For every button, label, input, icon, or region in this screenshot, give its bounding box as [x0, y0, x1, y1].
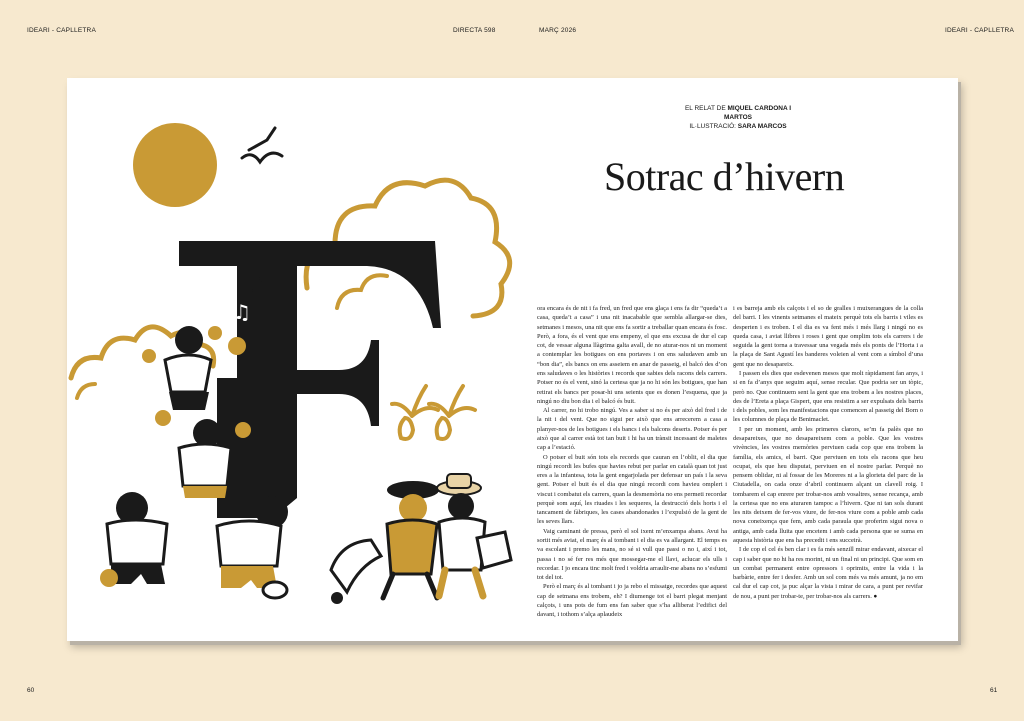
paragraph: I per un moment, amb les primeres clarors, se’m fa palès que no desapareixes, que no desapareixem com a poble. Que les vostres vivències, les vostres memòries perviuen cada cop que ens trobem la família, els amics, el barri. Que perviuen en tots els racons que heu ocupat, els que heu disputat, perviuen en el nostre parlar. Perquè no pensem oblidar, ni al fossar de les Moreres ni a la glorieta del parc de la Ciutadella, on cada onze d’abril continuem alçant un clavell roig. I tombarem el cap enrere per trobar-nos amb vosaltres, sense recança, amb la certesa que no ens aturaren tampoc a l’hivern. Que ni tan sols durant les nits deixem de fer-vos viure, de fer-nos viure com a poble amb cada nova coneixença que fem, amb cada paraula que proferim sigui nova o antiga, amb cada lluita que encetem i amb cada persona que se suma en aquesta història que ens ha precedit i ens succeirà. [733, 425, 923, 545]
running-header-right: IDEARI - CAPLLETRA [945, 27, 1014, 34]
music-note-icon: ♫ [233, 300, 251, 324]
music-note-icon: ♪ [250, 273, 265, 298]
sun-icon [133, 123, 217, 207]
paragraph: I de cop el cel és ben clar i es fa més senzill mirar endavant, aixecar el cap i saber que no hi ha res morint, ni un final ni un principi. Que som en un combat permanent entre opressors i oprimits, entre la vida i la barbàrie, entre fer i desfer. Amb un sol com més va més amunt, ja no em cal dur el cap cot, ja puc alçar la vista i mirar de cara, a punt per revifar de nou, a punt per trobar-te, per trobar-nos als carrers. ● [733, 546, 923, 600]
page-number-left: 60 [27, 687, 35, 694]
article-column-2 [733, 304, 923, 601]
paragraph: Al carrer, no hi trobo ningú. Ves a saber si no és per això del fred i de la nit i del vent. Que no sigui per això que ens arrecerem a casa a planyer-nos de les botigues i els bancs i els balcons deserts. Potser és per això que al carrer està tot tan buit i hi ha un trànsit incessant de maletes cap a l’estació. [537, 407, 727, 452]
bird-icon [242, 153, 282, 162]
illustrator-prefix: IL·LUSTRACIÓ: [689, 123, 738, 130]
running-header-left: IDEARI - CAPLLETRA [27, 27, 96, 34]
author-prefix: EL RELAT DE [684, 105, 728, 112]
paragraph: i es barreja amb els calçots i el so de gralles i muixerangues de la colla del barri. I les vinents setmanes el mateix perquè tots els barris i viles es desperten i es troben. I el dia es va fent més i més llarg i ningú no es queda casa, i aviat llibres i roses i gent que omplim tots els carrers i de seguida la gent torna a travessar una vegada més els ponts de l’Horta i a la plaça de Sant Agustí les banderes voleien al vent com a símbol d’una gent que no desapareix. [733, 305, 923, 368]
article-credits [683, 104, 793, 131]
bird-icon [249, 128, 275, 150]
issue-number: DIRECTA 598 [453, 27, 496, 34]
article-title: Sotrac d’hivern [604, 153, 845, 199]
paragraph: Vaig caminant de pressa, però el sol ixent m’enxampa abans. Avui ha sortit més aviat, el març és al tombant i el dia es va allargant. El temps es va escolant i premo les mans, no sé si vull que passi o no i, així i tot, passa i no sé fer res més que mossegar-me el llavi, aclucar els ulls i recordar. I jo encara tinc molt fred i voldria arraulir-me abans no s’esfumi tot del tot. [537, 527, 727, 582]
illustrator-name: SARA MARCOS [737, 123, 787, 130]
author-name: MIQUEL CARDONA I MARTOS [723, 105, 792, 121]
palm-ornament-icon [392, 386, 475, 439]
issue-date: MARÇ 2026 [539, 27, 577, 34]
illustration-castellers-dropcap [67, 78, 527, 641]
paragraph: Però el març és al tombant i jo ja rebo el missatge, recordes que aquest cap de setmana ens trobem, eh? I diumenge tot el barri plegat menjant calçots, i uns pots de fum ens fan saber que s’ha alliberat l’edifici del davant, i tothom s’alça aplaudeix [537, 583, 727, 619]
page-number-right: 61 [990, 687, 998, 694]
paragraph: I passen els dies que esdevenen mesos que molt ràpidament fan anys, i si en fa d’anys que seguim aquí, sense recular. Que podria ser un tòpic, però no. Que continuem sent la gent que ens trobem a les nostres places, des de l’Ereta a plaça Gispert, que ens resistim a ser expulsats dels barris i dels pobles, som les manifestacions que comencen al passeig del Born o les columnes de plaça de Benimaclet. [733, 369, 923, 424]
paragraph: ora encara és de nit i fa fred, un fred que ens glaça i ens fa dir “queda’t a casa, queda’t a casa” i una nit inacabable que sembla allargar-se dies, setmanes i mesos, una nit que ens fa sortir a treballar quan encara és fosc. Però, a fora, és el vent que ens empeny, el que ens excusa de dur el cap cot, de vessar alguna llàgrima galta avall, de no aturar-nos ni un moment a contemplar les botigues on ens portaves i on ens saludaven amb un “bon dia”, els bancs on ens asseiem en anar de passeig, el balcó des d’on ens saludaves o les històries i records que sabies dels racons dels carrers. Potser no és el vent, sinó la certesa que ja no hi són les botigues, que han retirat els bancs per posar-hi uns seients que es donen l’esquena, que ja ningú no diu bon dia i el balcó és buit. [537, 305, 727, 405]
article-column-1 [537, 304, 727, 620]
travelers-figures [331, 474, 511, 604]
paragraph: O potser el buit són tots els records que cauran en l’oblit, el dia que ningú recordi les bufes que havies rebut per parlar en català quan tot just eres a la infantesa, tota la gent engarjolada per defensar un país i la seva gent. Potser el buit és el dia que ningú recordi com havieu omplert i viscut i combatut els carrers, quan la desmemòria no ens permeti recordar perquè som aquí, les riuades i les sequeres, la destrucció dels horts i el tancament de fàbriques, les cases abandonades i l’expulsió de la gent de les seves llars. [537, 453, 727, 526]
